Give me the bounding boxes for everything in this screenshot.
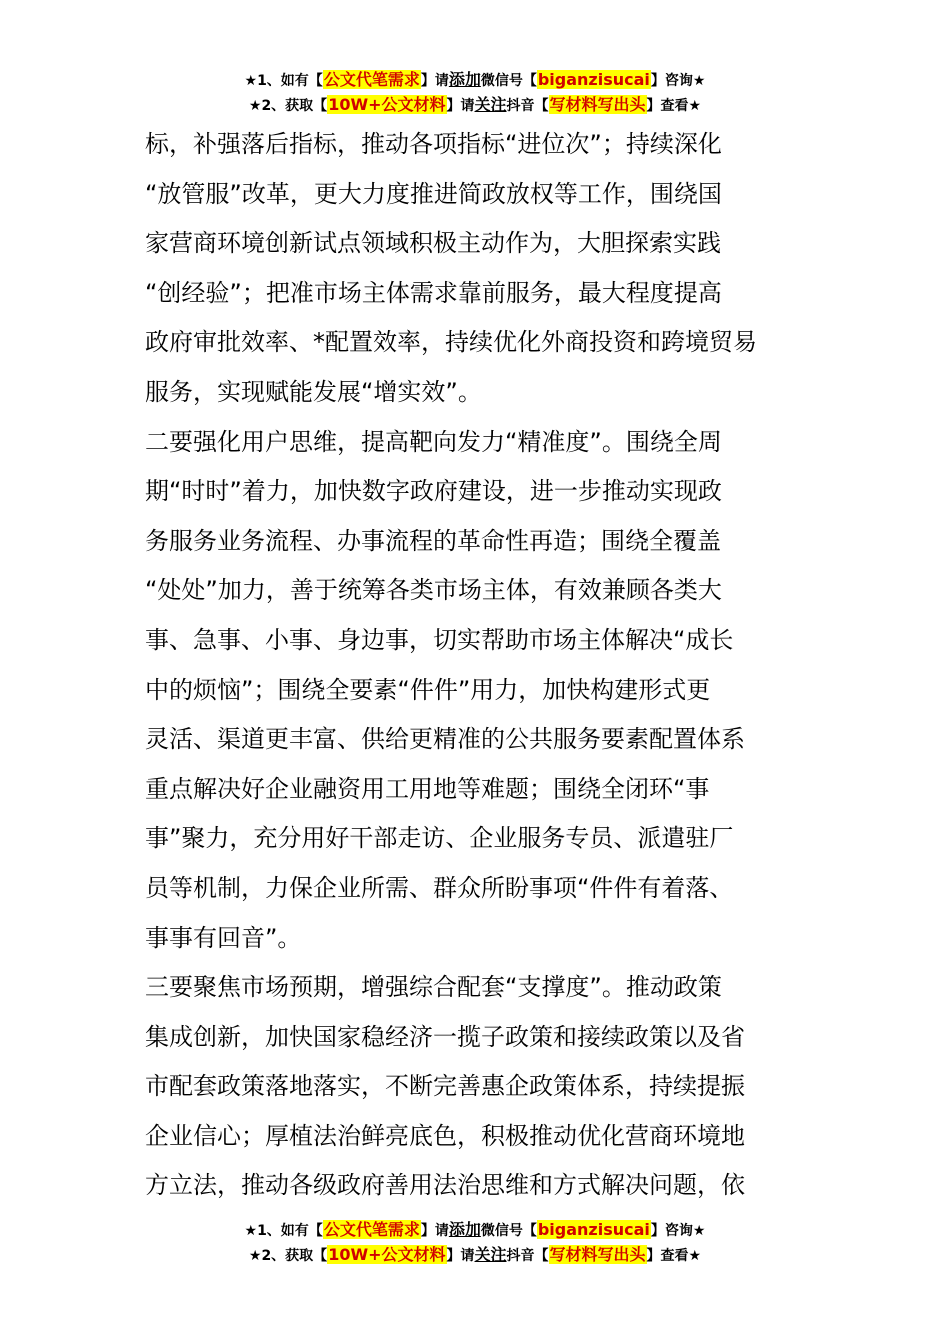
body-line: 标，补强落后指标，推动各项指标“进位次”；持续深化 xyxy=(145,130,722,158)
body-line: 事”聚力，充分用好干部走访、企业服务专员、派遣驻厂 xyxy=(145,824,734,853)
banner-line-2 xyxy=(0,1243,950,1268)
body-line: 二要强化用户思维，提高靶向发力“精准度”。围绕全周 xyxy=(145,427,722,456)
body-line: 市配套政策落地落实，不断完善惠企政策体系，持续提振 xyxy=(145,1072,745,1101)
body-line: “创经验”；把准市场主体需求靠前服务，最大程度提高 xyxy=(145,278,722,307)
underline-add: 添加 xyxy=(448,1220,481,1239)
highlight-service: 公文代笔需求 xyxy=(323,70,420,89)
banner-text: ★1、如有【 xyxy=(244,1223,323,1239)
banner-text: 微信号【 xyxy=(480,1223,537,1239)
body-line: 灵活、渠道更丰富、供给更精准的公共服务要素配置体系 xyxy=(145,725,745,754)
body-line: 务服务业务流程、办事流程的革命性再造；围绕全覆盖 xyxy=(145,526,721,555)
body-line: 集成创新，加快国家稳经济一揽子政策和接续政策以及省 xyxy=(145,1022,745,1051)
banner-line-2 xyxy=(0,93,950,118)
highlight-service: 公文代笔需求 xyxy=(323,1220,420,1239)
document-body xyxy=(145,120,809,1211)
body-line: 重点解决好企业融资用工用地等难题；围绕全闭环“事 xyxy=(145,774,710,803)
banner-text: 】咨询★ xyxy=(650,73,706,89)
highlight-douyin: 写材料写出头 xyxy=(549,1245,646,1264)
banner-text: 抖音【 xyxy=(506,98,549,114)
body-line: 政府审批效率、*配置效率，持续优化外商投资和跨境贸易 xyxy=(145,328,757,357)
body-line: 期“时时”着力，加快数字政府建设，进一步推动实现政 xyxy=(145,477,722,506)
highlight-wechat-id: biganzisucai xyxy=(537,1220,650,1239)
banner-text: 微信号【 xyxy=(480,73,537,89)
banner-text: 】请 xyxy=(420,73,449,89)
highlight-wechat-id: biganzisucai xyxy=(537,70,650,89)
body-line: 企业信心；厚植法治鲜亮底色，积极推动优化营商环境地 xyxy=(145,1121,745,1150)
body-line: 服务，实现赋能发展“增实效”。 xyxy=(145,377,482,406)
underline-follow: 关注 xyxy=(474,1245,507,1264)
body-line: “放管服”改革，更大力度推进简政放权等工作，围绕国 xyxy=(145,179,722,208)
banner-line-1 xyxy=(0,1218,950,1243)
body-line: “处处”加力，善于统筹各类市场主体，有效兼顾各类大 xyxy=(145,576,722,605)
banner-text: 】请 xyxy=(420,1223,449,1239)
banner-text: 】请 xyxy=(446,98,475,114)
banner-text: 】查看★ xyxy=(646,1248,702,1264)
footer-banner xyxy=(0,1218,950,1268)
body-line: 中的烦恼”；围绕全要素“件件”用力，加快构建形式更 xyxy=(145,675,711,704)
body-line: 事、急事、小事、身边事，切实帮助市场主体解决“成长 xyxy=(145,625,734,654)
banner-text: ★1、如有【 xyxy=(244,73,323,89)
underline-add: 添加 xyxy=(448,70,481,89)
body-line: 事事有回音”。 xyxy=(145,923,302,952)
banner-text: 】咨询★ xyxy=(650,1223,706,1239)
banner-line-1 xyxy=(0,68,950,93)
banner-text: 】请 xyxy=(446,1248,475,1264)
body-line: 员等机制，力保企业所需、群众所盼事项“件件有着落、 xyxy=(145,873,734,902)
body-line: 方立法，推动各级政府善用法治思维和方式解决问题，依 xyxy=(145,1171,745,1200)
highlight-materials: 10W+公文材料 xyxy=(328,1245,446,1264)
header-banner xyxy=(0,68,950,118)
highlight-materials: 10W+公文材料 xyxy=(328,95,446,114)
body-line: 家营商环境创新试点领域积极主动作为，大胆探索实践 xyxy=(145,229,721,258)
banner-text: ★2、获取【 xyxy=(248,98,328,114)
banner-text: ★2、获取【 xyxy=(248,1248,328,1264)
banner-text: 】查看★ xyxy=(646,98,702,114)
highlight-douyin: 写材料写出头 xyxy=(549,95,646,114)
banner-text: 抖音【 xyxy=(506,1248,549,1264)
underline-follow: 关注 xyxy=(474,95,507,114)
body-line: 三要聚焦市场预期，增强综合配套“支撑度”。推动政策 xyxy=(145,973,722,1002)
